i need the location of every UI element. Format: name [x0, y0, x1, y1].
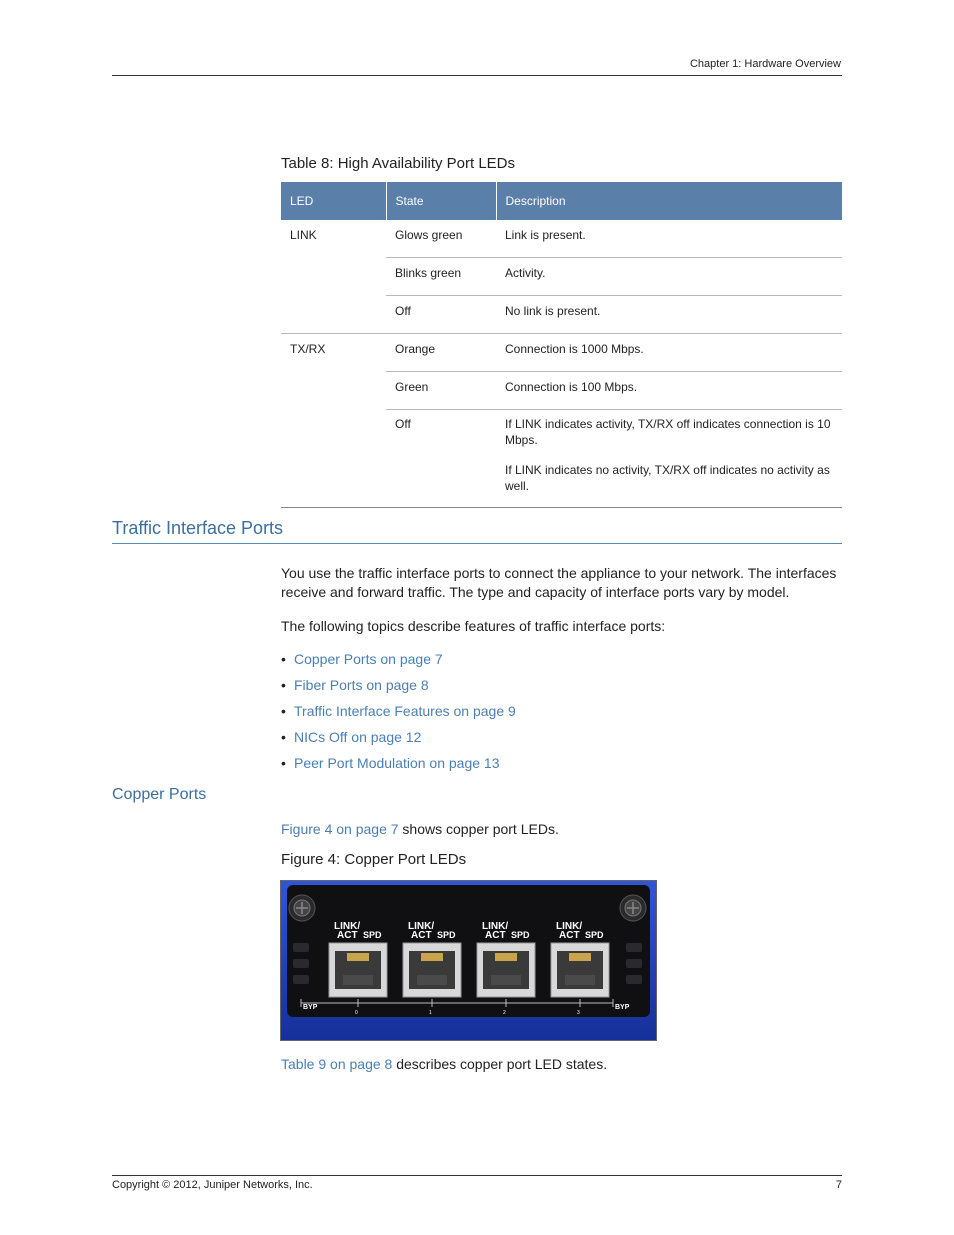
table-caption: Table 8: High Availability Port LEDs	[281, 155, 516, 172]
port-label-link: LINK/	[334, 921, 361, 932]
led-name-cell	[281, 334, 386, 508]
copyright: Copyright © 2012, Juniper Networks, Inc.	[112, 1179, 313, 1191]
rj45-contacts	[421, 953, 443, 961]
link-table-9[interactable]: Table 9 on page 8	[281, 1056, 393, 1072]
description-text: If LINK indicates no activity, TX/RX off indicates no activity as well.	[505, 463, 830, 493]
state-cell	[386, 410, 496, 508]
table-reference-text: describes copper port LED states.	[392, 1056, 608, 1072]
state-cell	[386, 258, 496, 296]
led-name: TX/RX	[290, 342, 326, 356]
link-copper-ports[interactable]: Copper Ports on page 7	[294, 651, 443, 667]
description-text: Connection is 100 Mbps.	[505, 380, 638, 394]
footer-rule	[112, 1175, 842, 1176]
description-text: If LINK indicates activity, TX/RX off indicates connection is 10 Mbps.	[505, 417, 831, 447]
port-number-2: 2	[503, 1010, 506, 1016]
port-label-spd: SPD	[437, 930, 456, 940]
column-header-led: LED	[281, 182, 386, 220]
link-fiber-ports[interactable]: Fiber Ports on page 8	[294, 677, 429, 693]
column-header-description: Description	[496, 182, 842, 220]
description-text: Activity.	[505, 266, 546, 280]
port-label-spd: SPD	[363, 930, 382, 940]
right-screw	[620, 895, 646, 921]
led-name-cell	[281, 220, 386, 334]
link-peer-port-modulation[interactable]: Peer Port Modulation on page 13	[294, 755, 500, 771]
description-cell	[496, 410, 842, 508]
table-header-row	[281, 182, 842, 220]
link-figure-4[interactable]: Figure 4 on page 7	[281, 821, 399, 837]
figure-caption: Figure 4: Copper Port LEDs	[281, 851, 467, 868]
table-row	[281, 334, 842, 372]
description-cell	[496, 334, 842, 372]
bullet: •	[281, 755, 286, 771]
bullet: •	[281, 651, 286, 667]
port-label-spd: SPD	[511, 930, 530, 940]
list-item	[281, 701, 516, 727]
table-reference-paragraph	[281, 1055, 607, 1074]
port-number-0: 0	[355, 1010, 358, 1016]
rj45-latch	[491, 975, 521, 985]
byp-label-left: BYP	[303, 1004, 318, 1011]
state-text: Off	[395, 417, 411, 431]
bullet: •	[281, 703, 286, 719]
figure-reference-text: shows copper port LEDs.	[398, 821, 559, 837]
rj45-latch	[343, 975, 373, 985]
subsection-title: Copper Ports	[112, 786, 207, 803]
rj45-contacts	[495, 953, 517, 961]
description-cell	[496, 296, 842, 334]
state-cell	[386, 372, 496, 410]
port-number-3: 3	[577, 1010, 580, 1016]
copper-port-photo	[281, 881, 656, 1040]
list-item	[281, 675, 516, 701]
link-traffic-interface-features[interactable]: Traffic Interface Features on page 9	[294, 703, 516, 719]
state-cell	[386, 220, 496, 258]
list-item	[281, 753, 516, 779]
state-cell	[386, 334, 496, 372]
rj45-contacts	[347, 953, 369, 961]
port-label-act: ACT	[559, 930, 580, 941]
description-text: No link is present.	[505, 304, 601, 318]
description-cell	[496, 372, 842, 410]
description-multi	[505, 410, 833, 507]
list-item	[281, 649, 516, 675]
state-text: Off	[395, 304, 411, 318]
list-item	[281, 727, 516, 753]
byp-label-right: BYP	[615, 1004, 630, 1011]
header-rule	[112, 75, 842, 76]
description-cell	[496, 220, 842, 258]
rj45-contacts	[569, 953, 591, 961]
topic-link-list	[281, 649, 516, 779]
figure-reference-paragraph	[281, 820, 559, 839]
bullet: •	[281, 729, 286, 745]
state-cell	[386, 296, 496, 334]
intro-paragraph: You use the traffic interface ports to connect the appliance to your network. The interfaces receive and forward traffic. The type and capacity of interface ports vary by model.	[281, 565, 837, 600]
port-label-act: ACT	[485, 930, 506, 941]
state-text: Glows green	[395, 228, 463, 242]
left-screw	[289, 895, 315, 921]
page-number: 7	[835, 1179, 842, 1191]
description-text: Connection is 1000 Mbps.	[505, 342, 644, 356]
port-label-spd: SPD	[585, 930, 604, 940]
led-name: LINK	[290, 228, 317, 242]
port-label-link: LINK/	[482, 921, 509, 932]
section-rule	[112, 543, 842, 544]
state-text: Green	[395, 380, 429, 394]
port-label-link: LINK/	[408, 921, 435, 932]
description-text: Link is present.	[505, 228, 586, 242]
running-header: Chapter 1: Hardware Overview	[689, 58, 841, 70]
topics-paragraph: The following topics describe features of traffic interface ports:	[281, 618, 666, 634]
port-number-1: 1	[429, 1010, 432, 1016]
port-label-act: ACT	[411, 930, 432, 941]
rj45-latch	[417, 975, 447, 985]
right-vents	[626, 943, 642, 984]
copper-port-figure	[280, 880, 657, 1041]
port-label-link: LINK/	[556, 921, 583, 932]
state-text: Blinks green	[395, 266, 462, 280]
table-row	[281, 220, 842, 258]
bullet: •	[281, 677, 286, 693]
column-header-state: State	[386, 182, 496, 220]
description-cell	[496, 258, 842, 296]
link-nics-off[interactable]: NICs Off on page 12	[294, 729, 422, 745]
led-table	[281, 182, 842, 508]
left-vents	[293, 943, 309, 984]
state-text: Orange	[395, 342, 436, 356]
port-label-act: ACT	[337, 930, 358, 941]
section-title: Traffic Interface Ports	[112, 518, 284, 538]
rj45-latch	[565, 975, 595, 985]
